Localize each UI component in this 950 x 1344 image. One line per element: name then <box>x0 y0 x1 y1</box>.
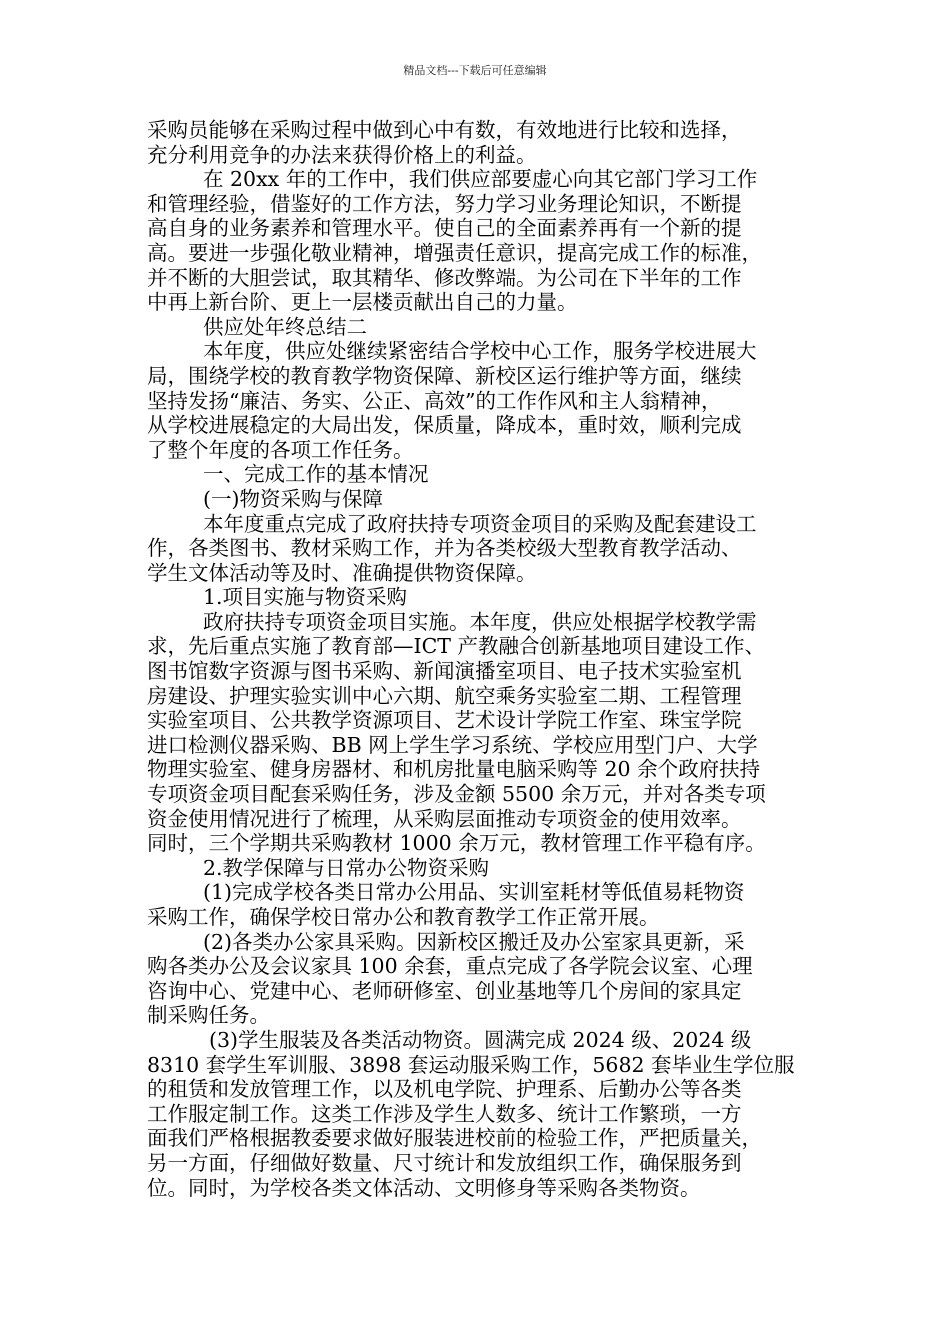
text-line: 同时，三个学期共采购教材 1000 余万元，教材管理工作平稳有序。 <box>147 831 766 856</box>
text-line: 8310 套学生军训服、3898 套运动服采购工作，5682 套毕业生学位服 <box>147 1052 795 1077</box>
text-line: 高。要进一步强化敬业精神，增强责任意识，提高完成工作的标准， <box>147 240 762 265</box>
text-line: 房建设、护理实验实训中心六期、航空乘务实验室二期、工程管理 <box>147 683 742 708</box>
text-line: 了整个年度的各项工作任务。 <box>147 437 414 462</box>
text-line: 1.项目实施与物资采购 <box>203 585 408 610</box>
text-line: 坚持发扬“廉洁、务实、公正、高效”的工作作风和主人翁精神， <box>147 388 722 413</box>
text-line: 中再上新台阶、更上一层楼贡献出自己的力量。 <box>147 290 578 315</box>
text-line: 的租赁和发放管理工作，以及机电学院、护理系、后勤办公等各类 <box>147 1077 742 1102</box>
text-line: 供应处年终总结二 <box>203 314 367 339</box>
text-line: 采购工作，确保学校日常办公和教育教学工作正常开展。 <box>147 905 660 929</box>
text-line: 学生文体活动等及时、准确提供物资保障。 <box>147 560 537 585</box>
text-line: 资金使用情况进行了梳理，从采购层面推动专项资金的使用效率。 <box>147 806 742 831</box>
text-line: 高自身的业务素养和管理水平。使自己的全面素养再有一个新的提 <box>147 216 742 241</box>
text-line: 本年度重点完成了政府扶持专项资金项目的采购及配套建设工 <box>203 511 757 536</box>
text-line: 局，围绕学校的教育教学物资保障、新校区运行维护等方面，继续 <box>147 363 742 388</box>
text-line: 工作服定制工作。这类工作涉及学生人数多、统计工作繁琐，一方 <box>147 1101 742 1126</box>
text-line: 求，先后重点实施了教育部—ICT 产教融合创新基地项目建设工作、 <box>147 634 765 659</box>
text-line: (一)物资采购与保障 <box>203 486 383 511</box>
text-line: 和管理经验，借鉴好的工作方法，努力学习业务理论知识，不断提 <box>147 191 742 216</box>
text-line: 在 20xx 年的工作中，我们供应部要虚心向其它部门学习工作 <box>203 167 758 192</box>
text-line: 并不断的大胆尝试，取其精华、修改弊端。为公司在下半年的工作 <box>147 265 742 290</box>
text-line: 从学校进展稳定的大局出发，保质量，降成本，重时效，顺利完成 <box>147 413 742 438</box>
text-line: 物理实验室、健身房器材、和机房批量电脑采购等 20 余个政府扶持 <box>147 757 761 782</box>
text-line: (3)学生服装及各类活动物资。圆满完成 2024 级、2024 级 <box>209 1027 752 1052</box>
text-line: 作，各类图书、教材采购工作，并为各类校级大型教育教学活动、 <box>147 536 742 561</box>
text-line: 充分利用竞争的办法来获得价格上的利益。 <box>147 142 537 167</box>
text-line: 实验室项目、公共教学资源项目、艺术设计学院工作室、珠宝学院 <box>147 708 742 733</box>
document-body <box>147 118 827 1200</box>
text-line: 本年度，供应处继续紧密结合学校中心工作，服务学校进展大 <box>203 339 757 364</box>
text-line: 制采购任务。 <box>147 1003 270 1028</box>
text-line: 另一方面，仔细做好数量、尺寸统计和发放组织工作，确保服务到 <box>147 1150 742 1175</box>
text-line: (2)各类办公家具采购。因新校区搬迁及办公室家具更新，采 <box>203 929 745 954</box>
text-line: 购各类办公及会议家具 100 余套，重点完成了各学院会议室、心理 <box>147 954 753 979</box>
text-line: (1)完成学校各类日常办公用品、实训室耗材等低值易耗物资 <box>203 880 745 905</box>
text-line: 图书馆数字资源与图书采购、新闻演播室项目、电子技术实验室机 <box>147 659 742 684</box>
text-line: 采购员能够在采购过程中做到心中有数，有效地进行比较和选择， <box>147 118 742 142</box>
text-line: 专项资金项目配套采购任务，涉及金额 5500 余万元，并对各类专项 <box>147 782 766 807</box>
text-line: 进口检测仪器采购、BB 网上学生学习系统、学校应用型门户、大学 <box>147 732 758 757</box>
text-line: 位。同时，为学校各类文体活动、文明修身等采购各类物资。 <box>147 1175 701 1200</box>
text-line: 面我们严格根据教委要求做好服装进校前的检验工作，严把质量关， <box>147 1126 762 1151</box>
text-line: 2.教学保障与日常办公物资采购 <box>203 855 490 880</box>
text-line: 一、完成工作的基本情况 <box>203 462 429 487</box>
text-line: 政府扶持专项资金项目实施。本年度，供应处根据学校教学需 <box>203 609 757 634</box>
text-line: 咨询中心、党建中心、老师研修室、创业基地等几个房间的家具定 <box>147 978 742 1003</box>
page-header: 精品文档---下载后可任意编辑 <box>403 64 547 77</box>
